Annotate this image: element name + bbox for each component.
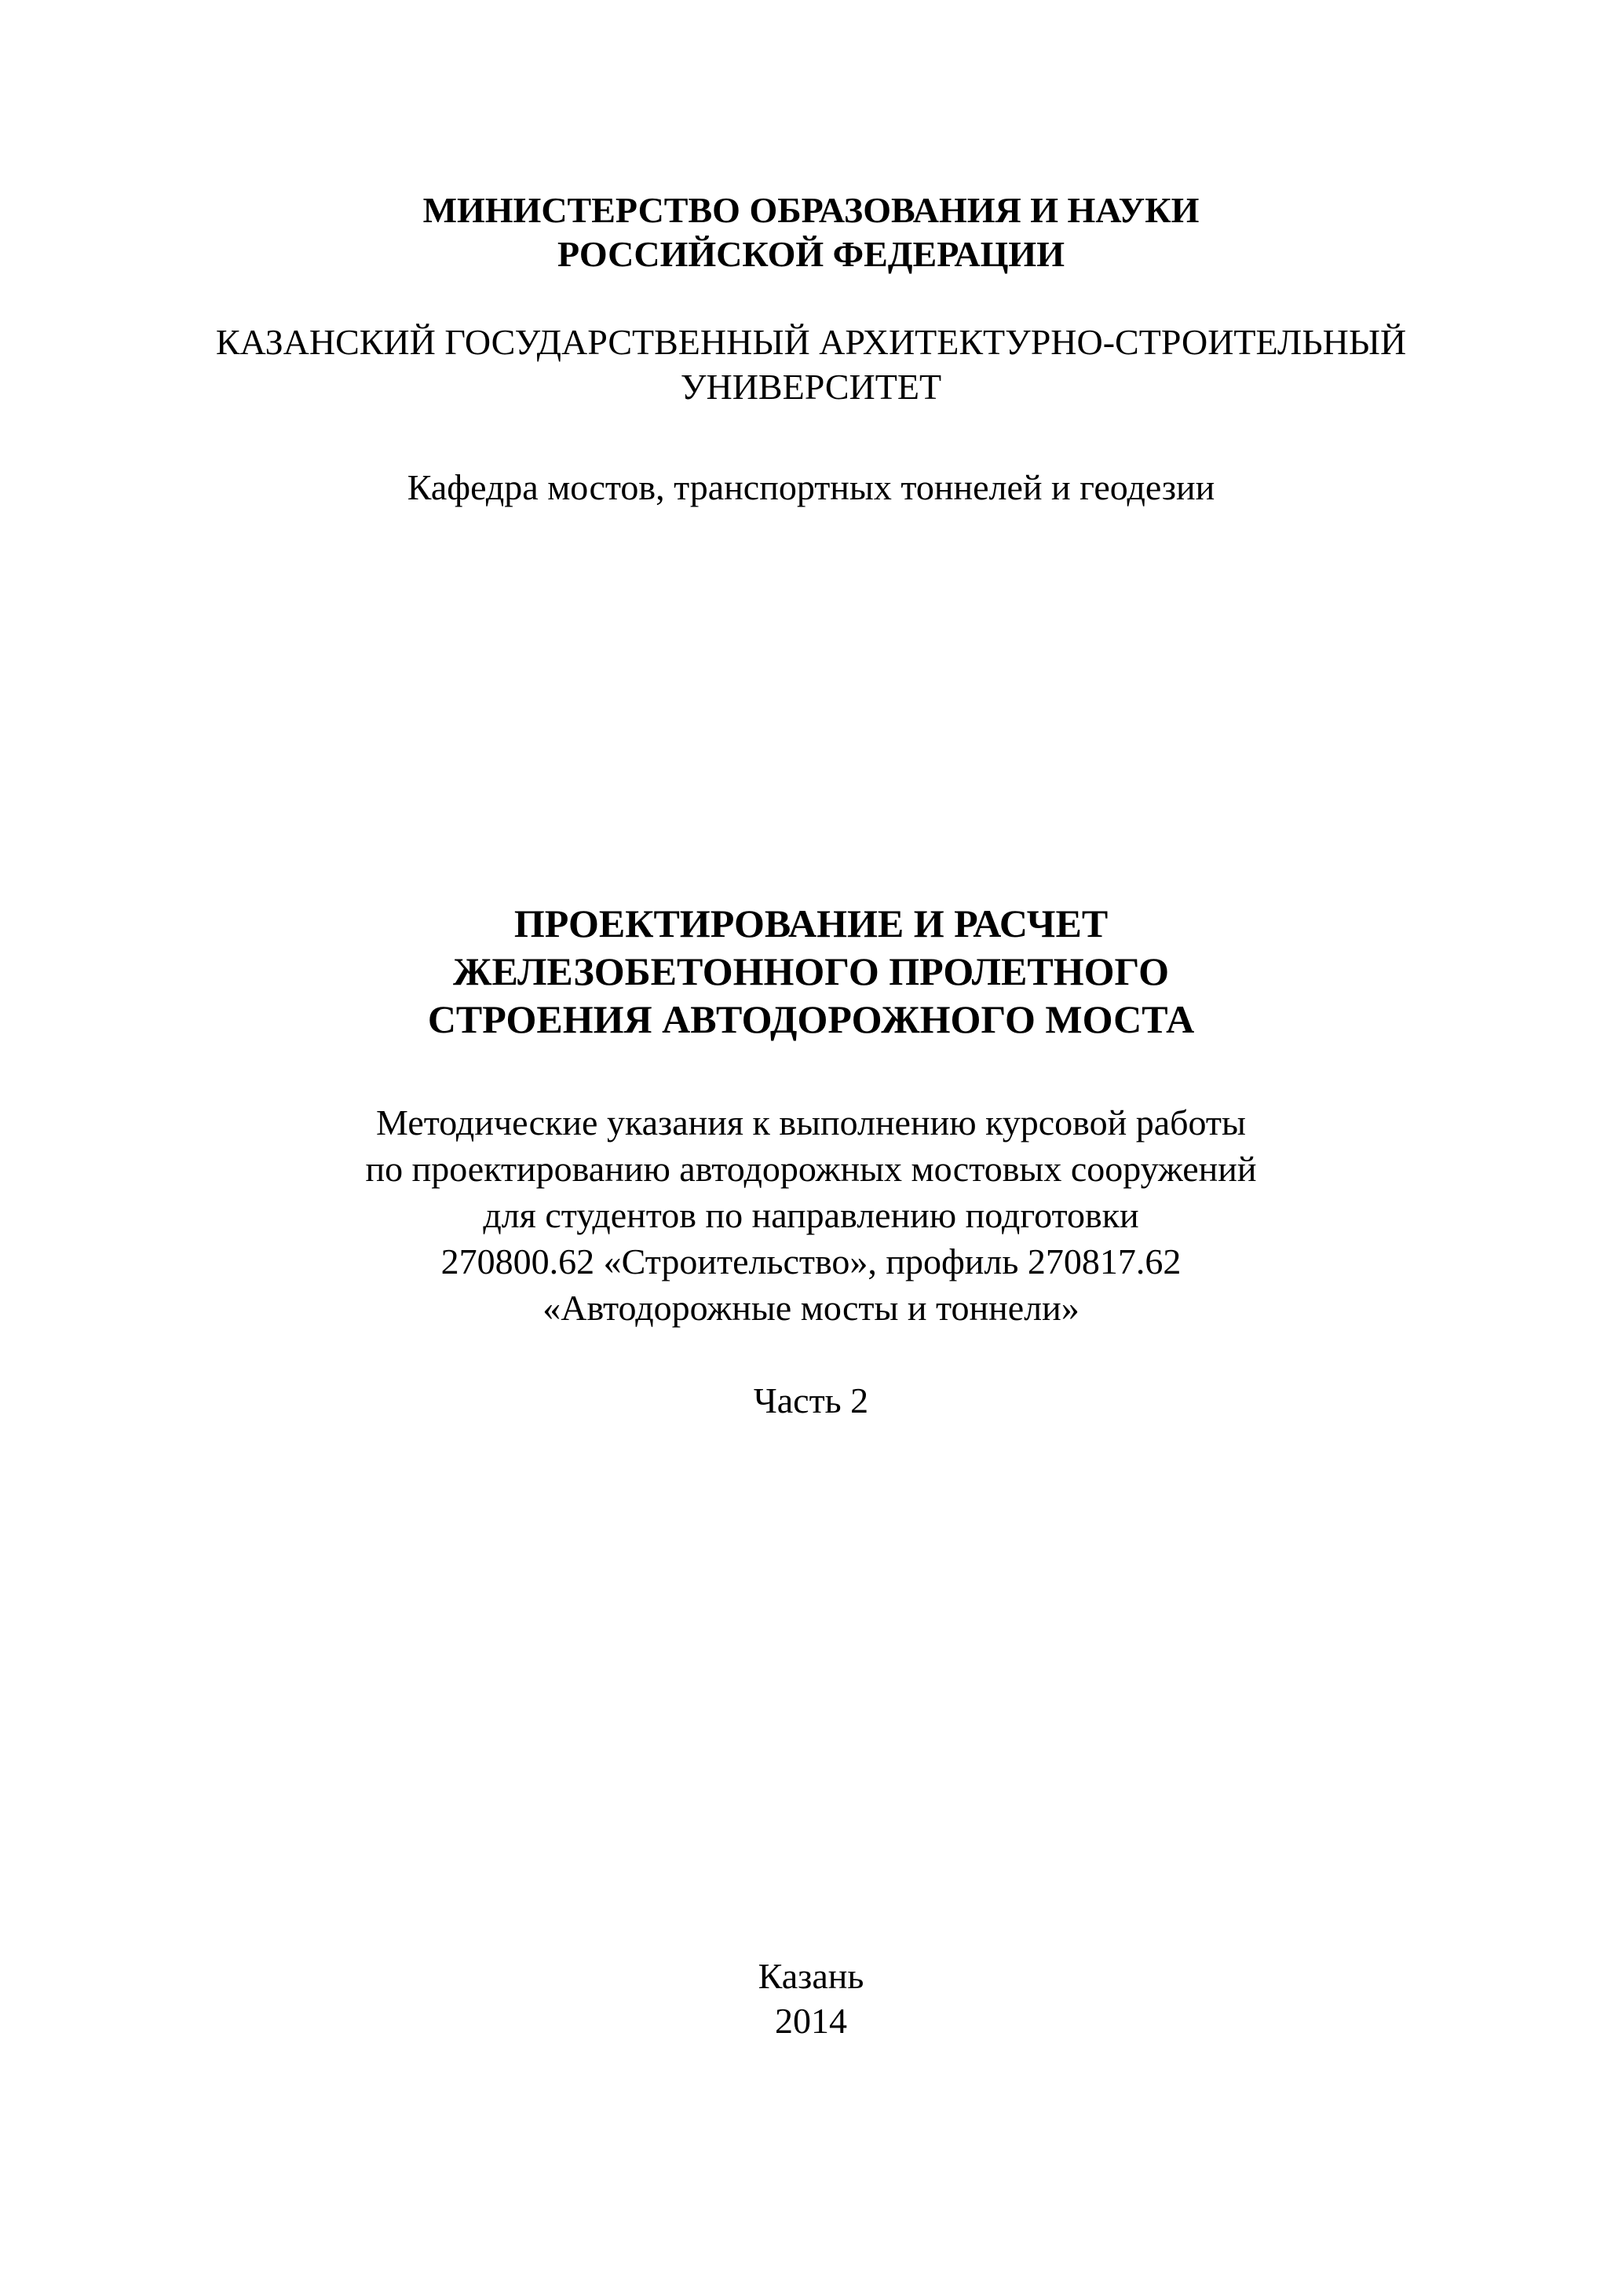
publication-imprint — [0, 1954, 1622, 2043]
subtitle-line-2: по проектированию автодорожных мостовых сооружений — [365, 1149, 1257, 1189]
subtitle-line-5: «Автодорожные мосты и тоннели» — [542, 1288, 1080, 1328]
ministry-heading — [0, 188, 1622, 276]
ministry-line-1: МИНИСТЕРСТВО ОБРАЗОВАНИЯ И НАУКИ — [422, 190, 1200, 230]
document-subtitle — [0, 1099, 1622, 1331]
subtitle-line-1: Методические указания к выполнению курсовой работы — [376, 1102, 1246, 1143]
document-title — [0, 900, 1622, 1044]
publication-city: Казань — [758, 1956, 864, 1996]
subtitle-line-3: для студентов по направлению подготовки — [483, 1195, 1139, 1235]
publication-year: 2014 — [775, 2001, 847, 2041]
university-line-1: КАЗАНСКИЙ ГОСУДАРСТВЕННЫЙ АРХИТЕКТУРНО-СТРОИТЕЛЬНЫЙ — [215, 322, 1407, 362]
department-name — [0, 466, 1622, 510]
title-line-2: ЖЕЛЕЗОБЕТОННОГО ПРОЛЕТНОГО — [453, 949, 1169, 993]
university-line-2: УНИВЕРСИТЕТ — [680, 367, 942, 407]
university-name — [0, 320, 1622, 409]
department-line: Кафедра мостов, транспортных тоннелей и геодезии — [407, 467, 1215, 507]
subtitle-line-4: 270800.62 «Строительство», профиль 270817.62 — [440, 1241, 1182, 1281]
title-line-3: СТРОЕНИЯ АВТОДОРОЖНОГО МОСТА — [427, 997, 1195, 1041]
title-line-1: ПРОЕКТИРОВАНИЕ И РАСЧЕТ — [513, 901, 1109, 945]
part-label — [0, 1379, 1622, 1423]
part-number: Часть 2 — [753, 1380, 869, 1420]
ministry-line-2: РОССИЙСКОЙ ФЕДЕРАЦИИ — [557, 234, 1065, 274]
